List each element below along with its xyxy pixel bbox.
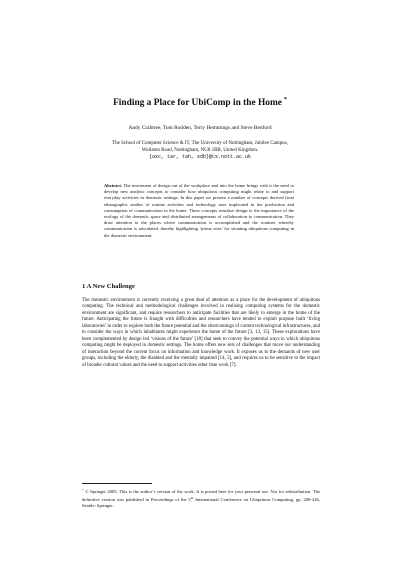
author-list: Andy Crabtree, Tom Rodden, Terry Hemmings and Steve Benford: [128, 125, 272, 131]
footnote-text-part-2: International Conference on Ubiquitous Computing, pp. 208-226, Seattle: Springer.: [82, 497, 320, 509]
affiliation-block: [0, 141, 400, 161]
title-footnote-marker: *: [283, 97, 287, 103]
footnote-ordinal-suffix: th: [190, 496, 194, 501]
footnote-rule: [82, 483, 152, 484]
footnote: [82, 487, 320, 509]
affiliation-line-2: Wollaton Road, Nottingham, NG8 1BB, United Kingdom.: [141, 147, 259, 153]
section-heading: 1 A New Challenge: [82, 283, 135, 290]
section-body: [82, 298, 320, 369]
paper-title: [0, 94, 400, 109]
affiliation-line-1: The School of Computer Science & IT, The University of Nottingham, Jubilee Campus,: [112, 141, 288, 146]
footnote-text-part-1: © Springer 2003. This is the author’s version of the work. It is posted here for your personal use. Not for redistribution. The definitive version was published in Proceedings of the 5: [82, 489, 320, 503]
abstract-label: Abstract.: [104, 183, 123, 188]
paper-title-text: Finding a Place for UbiComp in the Home: [113, 98, 282, 108]
footnote-marker: *: [82, 488, 84, 492]
paragraph-1: The domestic environment is currently receiving a great deal of attention as a place for the development of ubiquitous computing. The technical and methodological challenges involved in realising computing systems for the domestic environment are significant, and require researchers to anticipate facilities that are likely to emerge in the home of the future. Anticipating the future is fraught with difficulties and researchers have tended to exploit purpose built ‘living laboratories’ in order to explore both the future potential and the shortcomings of current technological infrastructures, and to consider the ways in which inhabitants might experience the home of the future [3, 13, 15]. These explorations have been complemented by design led ‘visions of the future’ [18] that seek to convey the potential ways in which ubiquitous computing might be deployed in domestic settings. The home offers new sets of challenges that move our understanding of interaction beyond the current focus on information and knowledge work. It exposes us to the demands of new user groups, including the elderly, the disabled and the mentally impaired [14, 5], and requires us to be sensitive to the impact of broader cultural values and the need to support activities other than work [7].: [82, 298, 320, 368]
abstract: [104, 183, 294, 239]
abstract-text: The movement of design out of the workplace and into the home brings with it the need to develop new analytic concepts to consider how ubiquitous computing might relate to and support everyday activities in domestic settings. In this paper we present a number of concepts derived from ethnographic studies of routine activities and technology uses implicated in the production and consumption of communication in the home. These concepts sensitise design to the importance of the ecology of the domestic space and distributed arrangements of collaboration to communication. They draw attention to the places where communication is accomplished and the routines whereby communication is articulated, thereby highlighting ‘prime sites’ for situating ubiquitous computing in the domestic environment.: [104, 183, 294, 238]
author-emails: {axc, tar, tah, sdb}@cs.nott.ac.uk: [148, 154, 252, 160]
